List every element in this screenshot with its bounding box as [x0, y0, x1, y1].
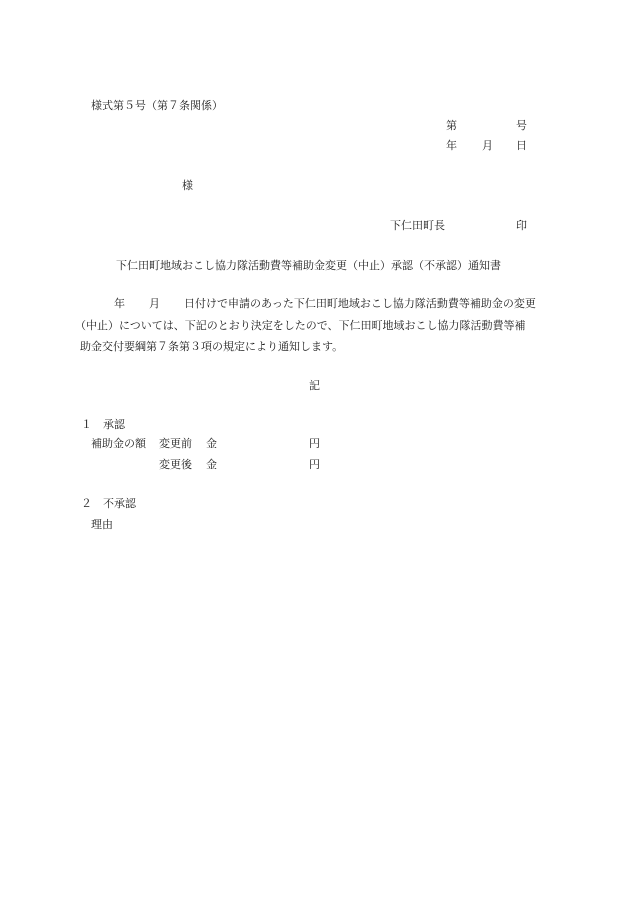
- body-line-1: 日付けで申請のあった下仁田町地域おこし協力隊活動費等補助金の変更: [184, 297, 536, 310]
- notice-title: 下仁田町地域おこし協力隊活動費等補助金変更（中止）承認（不承認）通知書: [116, 259, 501, 272]
- before-change-label: 変更前: [159, 437, 192, 450]
- date-year: 年: [446, 139, 457, 152]
- document-number-prefix: 第: [446, 119, 457, 132]
- ki-heading: 記: [309, 379, 320, 392]
- body-line-3: 助金交付要綱第７条第３項の規定により通知します。: [80, 340, 344, 353]
- after-change-currency-unit: 円: [309, 458, 320, 471]
- after-change-currency-prefix: 金: [206, 458, 217, 471]
- addressee-suffix: 様: [182, 179, 193, 192]
- date-month: 月: [482, 139, 493, 152]
- document-number-suffix: 号: [516, 119, 527, 132]
- issuer-name: 下仁田町長: [390, 219, 445, 232]
- before-change-currency-prefix: 金: [206, 437, 217, 450]
- before-change-currency-unit: 円: [309, 437, 320, 450]
- body-line-2: （中止）については、下記のとおり決定をしたので、下仁田町地域おこし協力隊活動費等補: [75, 319, 526, 332]
- reason-label: 理由: [91, 518, 113, 531]
- seal-mark: 印: [516, 219, 527, 232]
- after-change-label: 変更後: [159, 458, 192, 471]
- date-day: 日: [516, 139, 527, 152]
- section2-heading: ２ 不承認: [81, 497, 136, 510]
- subsidy-amount-label: 補助金の額: [91, 437, 146, 450]
- section1-heading: １ 承認: [81, 418, 125, 431]
- body-month: 月: [149, 297, 160, 310]
- body-year: 年: [114, 297, 125, 310]
- form-label: 様式第５号（第７条関係）: [91, 99, 223, 112]
